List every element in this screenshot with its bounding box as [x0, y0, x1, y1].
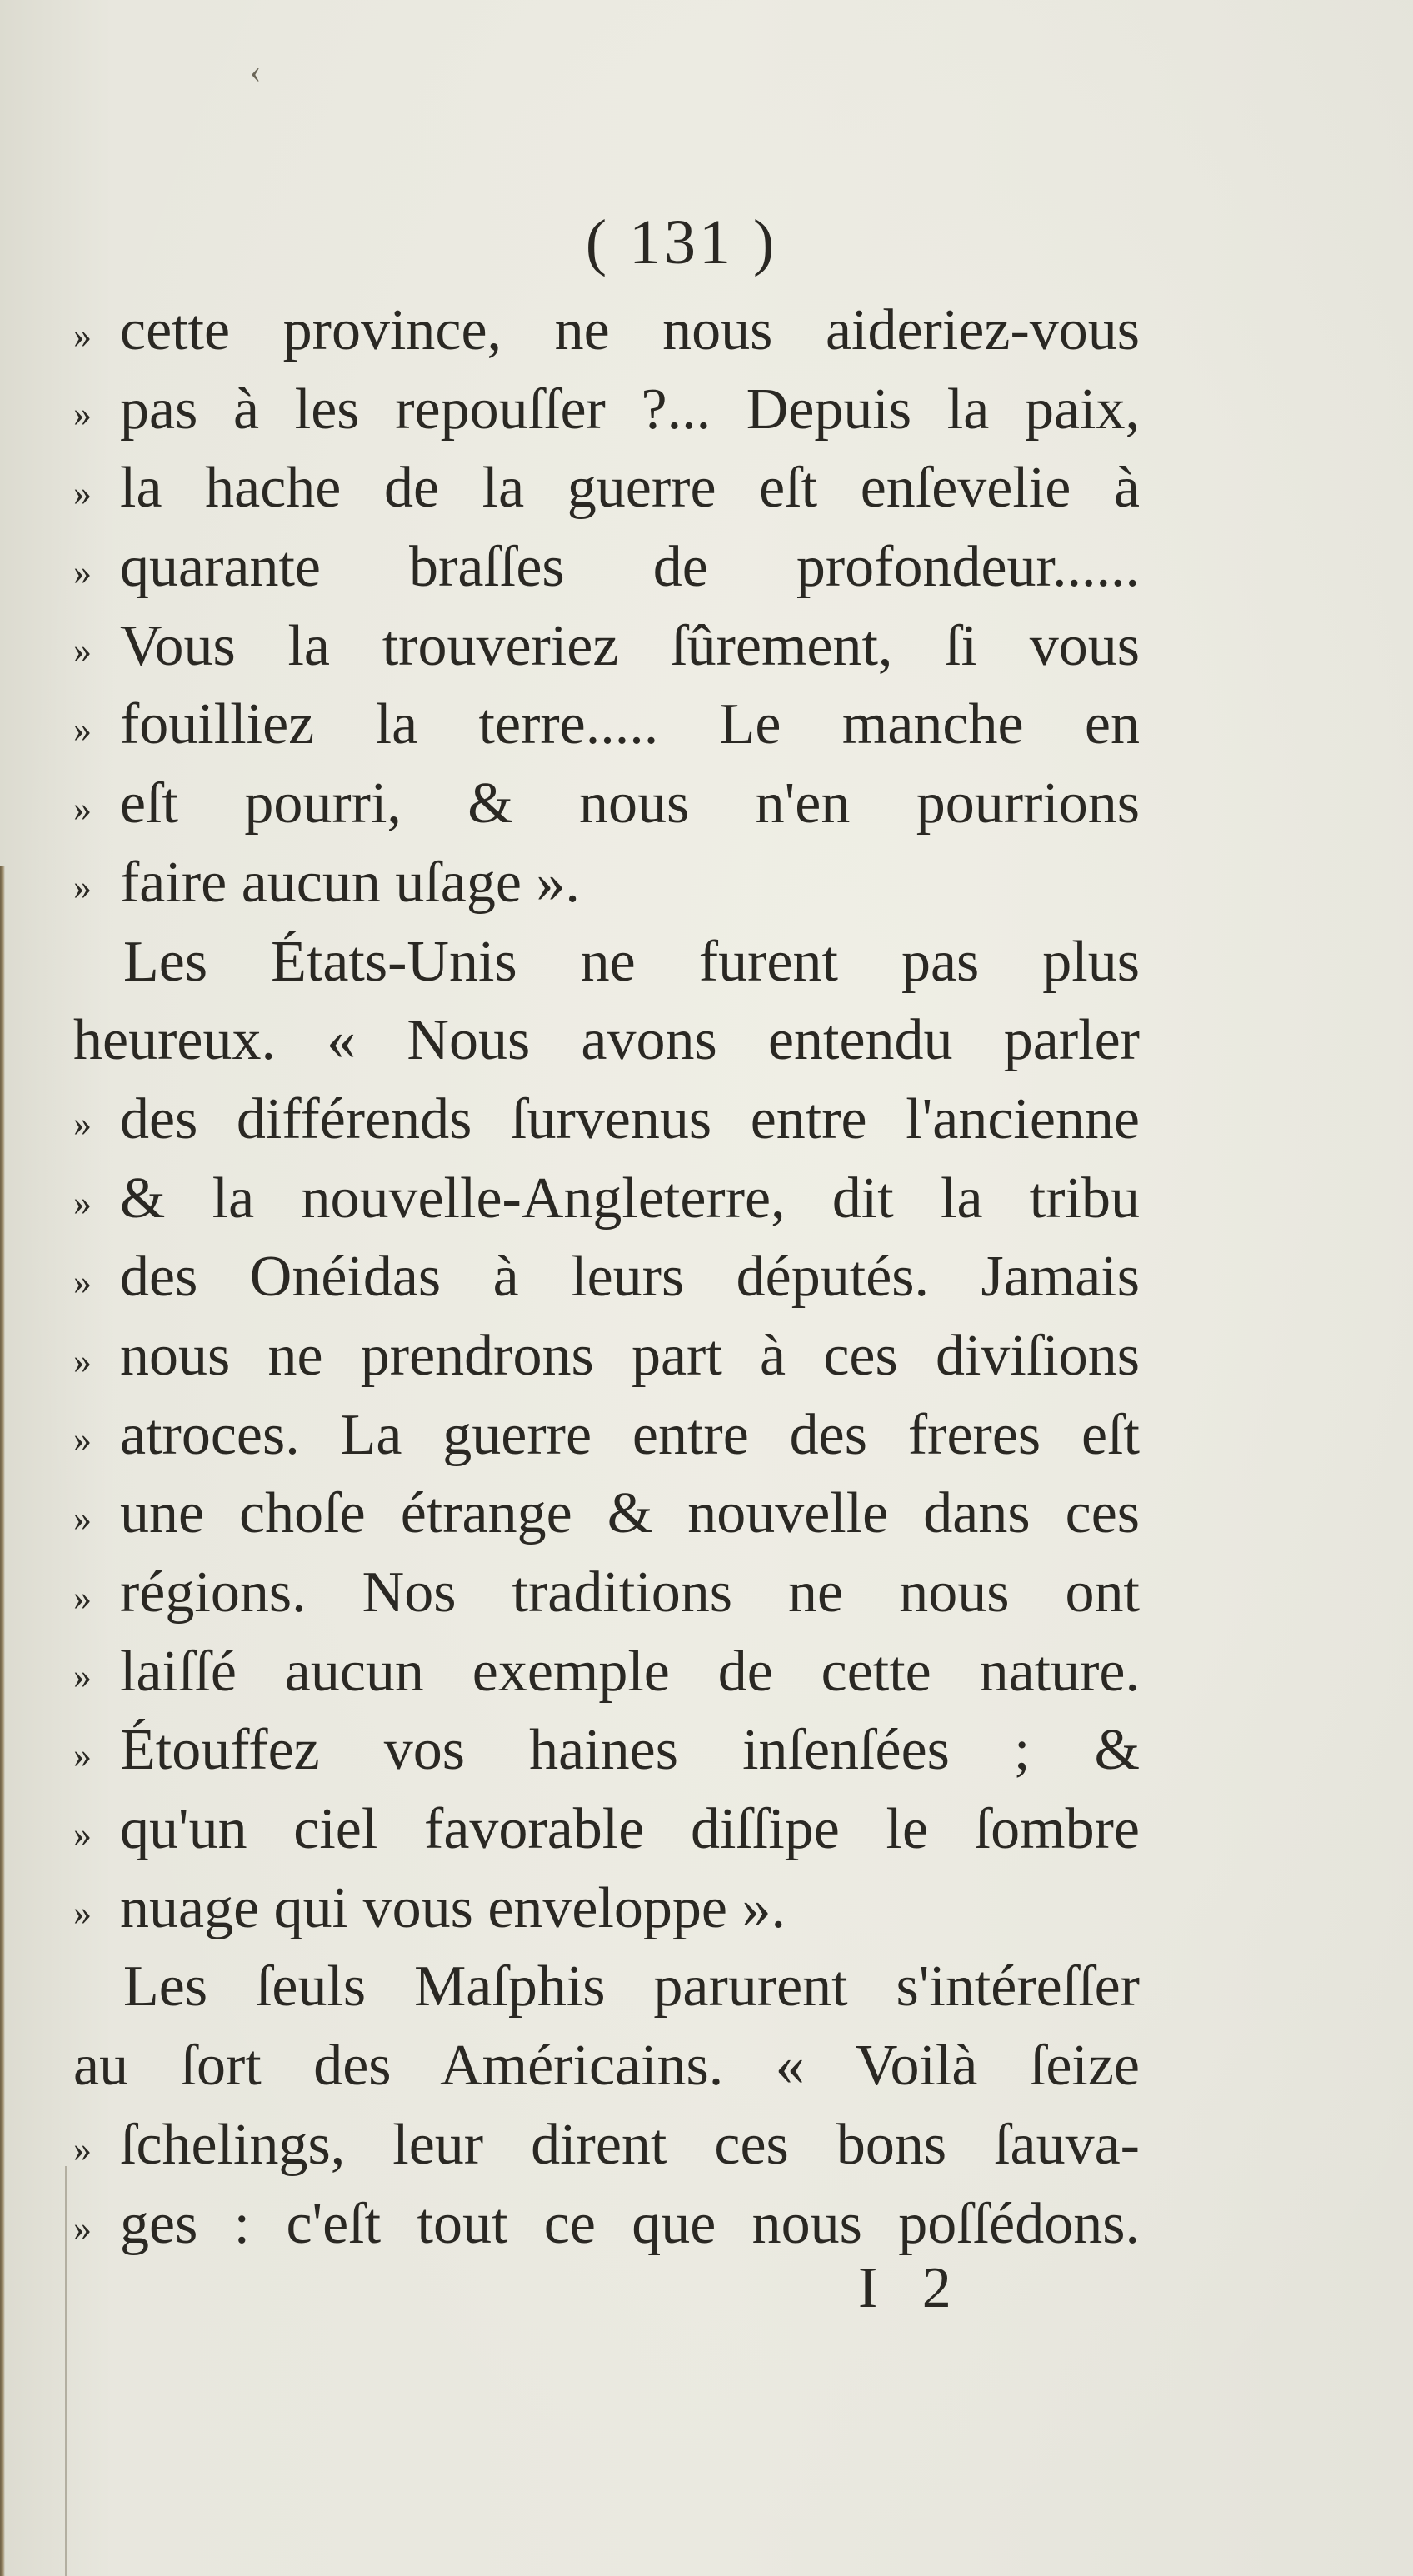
text-line	[73, 1317, 1140, 1396]
text-line	[73, 1475, 1140, 1554]
page-number-header: ( 131 )	[585, 207, 778, 277]
text-line	[73, 1870, 1140, 1949]
page-binding-edge	[0, 866, 5, 2576]
quote-mark: »	[73, 1261, 92, 1302]
text-line	[73, 528, 1140, 607]
line-text: Vous la trouveriez ſûrement, ſi vous	[120, 613, 1140, 678]
line-text: eſt pourri, & nous n'en pourrions	[120, 771, 1140, 836]
text-line	[73, 1633, 1140, 1712]
quote-mark: »	[73, 1103, 92, 1145]
text-line	[73, 371, 1140, 450]
line-text: quarante braſſes de profondeur......	[120, 535, 1140, 600]
quote-mark: »	[73, 630, 92, 671]
text-line	[73, 1160, 1140, 1239]
paragraph-start-line: Les ſeuls Maſphis parurent s'intéreſſer	[123, 1954, 1140, 2019]
text-line	[73, 765, 1140, 844]
signature-mark: I 2	[858, 2256, 966, 2320]
page-edge-shadow	[65, 2166, 67, 2576]
line-text: laiſſé aucun exemple de cette nature.	[120, 1639, 1140, 1704]
line-text: nous ne prendrons part à ces diviſions	[120, 1323, 1140, 1388]
quote-mark: »	[73, 1497, 92, 1539]
text-line	[73, 844, 1140, 923]
text-line	[73, 1711, 1140, 1790]
quote-mark: »	[73, 472, 92, 513]
line-text: ges : c'eſt tout ce que nous poſſédons.	[120, 2191, 1140, 2256]
quote-mark: »	[73, 1655, 92, 1697]
quote-mark: »	[73, 1813, 92, 1855]
quote-mark: »	[73, 866, 92, 908]
text-line	[73, 449, 1140, 528]
text-line	[73, 1081, 1140, 1160]
line-text: fouilliez la terre..... Le manche en	[120, 692, 1140, 757]
line-text: des différends ſurvenus entre l'ancienne	[120, 1086, 1140, 1151]
text-line	[73, 1790, 1140, 1870]
text-line	[73, 2185, 1140, 2264]
stray-ink-mark: ‹	[250, 52, 262, 90]
quote-mark: »	[73, 2208, 92, 2249]
line-text: cette province, ne nous aideriez-vous	[120, 298, 1140, 362]
text-line	[73, 1238, 1140, 1317]
quote-mark: »	[73, 787, 92, 829]
text-line: heureux. « Nous avons entendu parler	[73, 1008, 1140, 1073]
quote-mark: »	[73, 1576, 92, 1618]
quote-mark: »	[73, 1340, 92, 1381]
quote-mark: »	[73, 2129, 92, 2170]
quote-mark: »	[73, 1182, 92, 1224]
text-line	[73, 1554, 1140, 1633]
quote-mark: »	[73, 314, 92, 356]
line-text: nuage qui vous enveloppe ».	[120, 1875, 786, 1940]
quote-mark: »	[73, 1892, 92, 1934]
text-line: au ſort des Américains. « Voilà ſeize	[73, 2034, 1140, 2099]
quote-mark: »	[73, 1419, 92, 1460]
line-text: ſchelings, leur dirent ces bons ſauva-	[120, 2112, 1140, 2177]
quote-mark: »	[73, 393, 92, 435]
line-text: régions. Nos traditions ne nous ont	[120, 1560, 1140, 1625]
line-text: une choſe étrange & nouvelle dans ces	[120, 1481, 1140, 1546]
text-line	[73, 292, 1140, 371]
line-text: faire aucun uſage ».	[120, 850, 580, 915]
body-text	[73, 292, 1140, 2264]
text-line	[73, 1396, 1140, 1475]
paragraph-start-line: Les États-Unis ne furent pas plus	[123, 929, 1140, 994]
line-text: des Onéidas à leurs députés. Jamais	[120, 1245, 1140, 1310]
quote-mark: »	[73, 709, 92, 751]
quote-mark: »	[73, 551, 92, 592]
line-text: pas à les repouſſer ?... Depuis la paix,	[120, 377, 1140, 442]
line-text: Étouffez vos haines inſenſées ; &	[120, 1718, 1140, 1783]
line-text: la hache de la guerre eſt enſevelie à	[120, 456, 1140, 521]
text-line	[73, 2106, 1140, 2185]
line-text: atroces. La guerre entre des freres eſt	[120, 1402, 1140, 1467]
text-line	[73, 607, 1140, 686]
line-text: & la nouvelle-Angleterre, dit la tribu	[120, 1166, 1140, 1231]
quote-mark: »	[73, 1734, 92, 1775]
text-line	[73, 686, 1140, 765]
line-text: qu'un ciel favorable diſſipe le ſombre	[120, 1797, 1140, 1862]
